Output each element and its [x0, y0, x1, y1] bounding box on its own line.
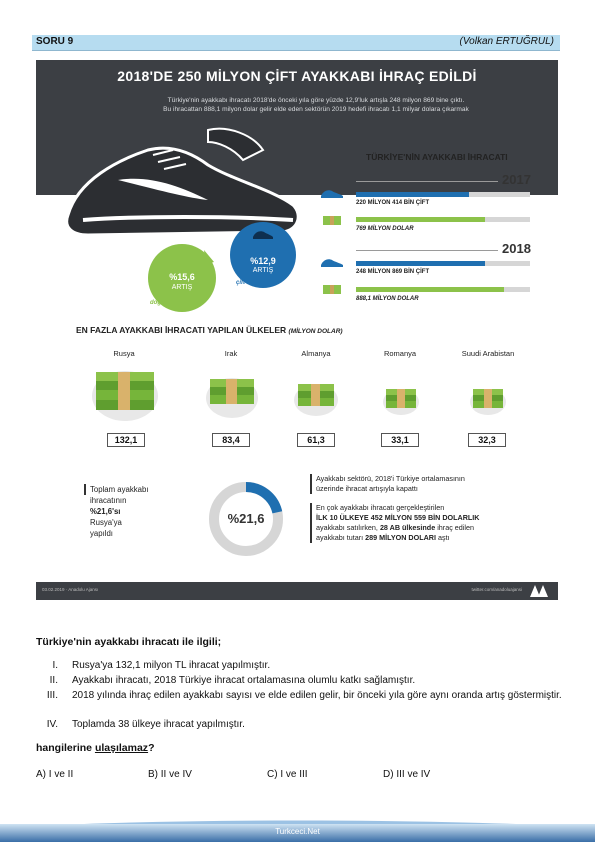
year-divider-2018	[356, 250, 498, 251]
statement-2-text: Ayakkabı ihracatı, 2018 Türkiye ihracat ortalamasına olumlu katkı sağlamıştır.	[72, 675, 416, 686]
countries-section-title	[76, 325, 343, 335]
question-prompt	[36, 742, 154, 754]
countries-title-text: EN FAZLA AYAKKABI İHRACATI YAPILAN ÜLKELER	[76, 325, 287, 335]
pairs-bar-fill-2017	[356, 192, 469, 197]
green-circle-value	[156, 272, 208, 282]
country-name-romania: Romanya	[383, 349, 417, 358]
blue-circle-percent: %12,9	[250, 256, 276, 266]
money-icon-2017	[322, 213, 342, 227]
statement-1	[36, 660, 564, 674]
share-text-line-5: yapıldı	[90, 529, 113, 538]
small-shoe-icon	[252, 228, 274, 240]
option-a[interactable]: A) I ve II	[36, 769, 74, 780]
note-2-line-4-c: aştı	[437, 533, 450, 542]
option-c[interactable]: C) I ve III	[267, 769, 308, 780]
question-number: SORU 9	[36, 36, 74, 47]
option-b[interactable]: B) II ve IV	[148, 769, 192, 780]
pairs-label-2018: 248 MİLYON 869 BİN ÇİFT	[356, 269, 430, 275]
country-value-romania: 33,1	[381, 433, 419, 447]
option-d[interactable]: D) III ve IV	[383, 769, 431, 780]
money-stack-icon-saudi-arabia	[469, 382, 507, 416]
question-header	[32, 35, 560, 51]
statement-1-text: Rusya'ya 132,1 milyon TL ihracat yapılmıştır.	[72, 660, 271, 671]
country-name-germany: Almanya	[301, 349, 331, 358]
share-note-marker	[84, 484, 86, 495]
note-1-line-2: üzerinde ihracat artışıyla kapattı	[316, 484, 418, 493]
country-value-germany: 61,3	[297, 433, 335, 447]
share-donut-value: %21,6	[227, 511, 265, 526]
shoe-icon-2018	[320, 256, 344, 268]
statement-2	[36, 675, 564, 689]
year-2017: 2017	[502, 172, 531, 187]
pairs-label-2017: 220 MİLYON 414 BİN ÇİFT	[356, 200, 430, 206]
note-2-line-2: İLK 10 ÜLKEYE 452 MİLYON 559 BİN DOLARLIK	[316, 513, 480, 522]
infographic-title: 2018'DE 250 MİLYON ÇİFT AYAKKABI İHRAÇ EDİLDİ	[117, 68, 477, 84]
note-2	[316, 503, 552, 543]
country-value-saudi-arabia: 32,3	[468, 433, 506, 447]
green-circle-percent: %15,6	[169, 272, 195, 282]
country-name-iraq: Irak	[224, 349, 238, 358]
share-text-line-4: Rusya'ya	[90, 518, 122, 527]
note-2-line-4-b: 289 MİLYON DOLARI	[365, 533, 436, 542]
author-name: (Volkan ERTUĞRUL)	[459, 36, 554, 47]
money-stack-icon-russia	[90, 360, 160, 422]
country-value-russia: 132,1	[107, 433, 145, 447]
note-2-line-3-a: ayakkabı satılırken,	[316, 523, 378, 532]
question-prompt-underlined: ulaşılamaz	[94, 742, 149, 754]
question-intro: Türkiye'nin ayakkabı ihracatı ile ilgili;	[36, 636, 222, 648]
footer-site-name: Turkceci.Net	[275, 827, 320, 836]
statement-3	[36, 690, 564, 716]
year-divider-2017	[356, 181, 498, 182]
infographic-subtitle	[96, 96, 536, 114]
country-name-saudi-arabia: Suudi Arabistan	[461, 349, 515, 358]
green-circle-label: ARTIŞ	[171, 284, 193, 291]
usd-bar-fill-2017	[356, 217, 485, 222]
share-note	[90, 484, 210, 539]
infographic	[36, 60, 558, 600]
subtitle-line-1: Türkiye'nin ayakkabı ihracatı 2018'de önceki yıla göre yüzde 12,9'luk artışla 248 milyon 869 bine çıktı.	[167, 97, 465, 104]
note-2-line-3	[316, 523, 552, 533]
shoe-icon-2017	[320, 187, 344, 199]
usd-label-2017: 769 MİLYON DOLAR	[356, 226, 414, 232]
agency-logo-icon	[528, 584, 550, 598]
note-2-marker	[310, 503, 312, 543]
blue-circle-tag: çift	[236, 280, 245, 286]
statement-4-text: Toplamda 38 ülkeye ihracat yapılmıştır.	[72, 719, 245, 730]
note-2-line-4-a: ayakkabı tutarı	[316, 533, 364, 542]
note-2-line-4	[316, 533, 552, 543]
statement-1-number: I.	[52, 660, 58, 671]
blue-circle-label: ARTIŞ	[252, 267, 274, 274]
statement-3-text: 2018 yılında ihraç edilen ayakkabı sayısı ve elde edilen gelir, bir önceki yıla göre aynı oranda artış göstermiştir.	[72, 690, 562, 701]
statement-2-number: II.	[49, 675, 58, 686]
money-stack-icon-iraq	[204, 370, 260, 420]
money-stack-icon-germany	[293, 376, 339, 418]
money-icon-2018	[322, 282, 342, 296]
statement-4-number: IV.	[46, 719, 58, 730]
pairs-bar-2018	[356, 261, 530, 266]
subtitle-line-2: Bu ihracattan 888,1 milyon dolar gelir elde eden sektörün 2019 hedefi ihracatı 1,1 milyar dolara çıkarmak	[163, 106, 469, 113]
question-prompt-suffix: ?	[148, 742, 155, 754]
statement-3-number: III.	[46, 690, 58, 701]
note-1	[316, 474, 546, 494]
note-2-line-3-b: 28 AB ülkesinde	[379, 523, 436, 532]
note-2-line-3-c: ihraç edilen	[437, 523, 474, 532]
export-section-title: TÜRKİYE'NİN AYAKKABI İHRACATI	[366, 152, 508, 162]
pairs-bar-fill-2018	[356, 261, 485, 266]
statement-4	[36, 719, 564, 733]
pairs-bar-2017	[356, 192, 530, 197]
infographic-source-date: 03.02.2019 · Anadolu Ajansı	[42, 587, 99, 592]
green-circle-tag: doğer	[150, 300, 167, 306]
countries-unit: (MİLYON DOLAR)	[288, 328, 343, 335]
share-text-line-3: %21,6'sı	[90, 507, 121, 516]
infographic-social-handle: twitter.com/anadoluajansi	[471, 587, 522, 592]
usd-bar-fill-2018	[356, 287, 504, 292]
usd-label-2018: 888,1 MİLYON DOLAR	[356, 296, 419, 302]
note-2-line-1: En çok ayakkabı ihracatı gerçekleştirilen	[316, 503, 445, 512]
note-1-line-1: Ayakkabı sektörü, 2018'i Türkiye ortalamasının	[316, 474, 465, 483]
country-name-russia: Rusya	[113, 349, 135, 358]
usd-bar-2017	[356, 217, 530, 222]
share-text-line-1: Toplam ayakkabı	[90, 485, 149, 494]
usd-bar-2018	[356, 287, 530, 292]
money-stack-icon-romania	[382, 382, 420, 416]
year-2018: 2018	[502, 241, 531, 256]
share-text-line-2: ihracatının	[90, 496, 127, 505]
infographic-footer-strip	[36, 582, 558, 600]
note-1-marker	[310, 474, 312, 494]
country-value-iraq: 83,4	[212, 433, 250, 447]
question-prompt-prefix: hangilerine	[36, 742, 95, 754]
